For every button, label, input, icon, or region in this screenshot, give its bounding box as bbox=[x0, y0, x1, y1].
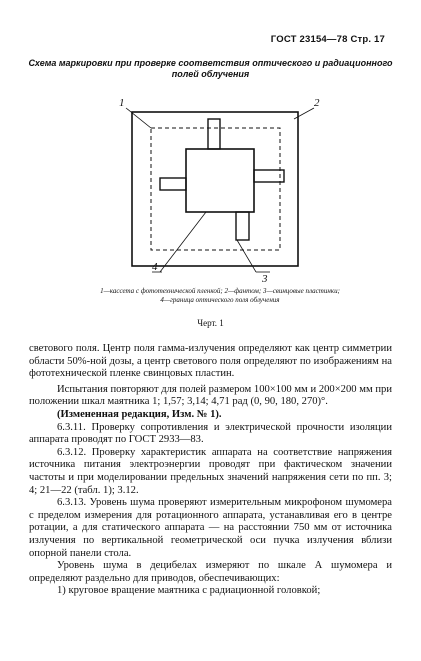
figure-caption: 1—кассета с фототехнической пленкой; 2—фантом; 3—свинцовые пластинки; 4—граница оптического поля облучения bbox=[100, 287, 340, 304]
scheme-title: Схема маркировки при проверке соответствия оптического и радиационного полей облучения bbox=[28, 58, 393, 79]
lead-plate-bottom bbox=[236, 212, 249, 240]
figure-name: Черт. 1 bbox=[197, 318, 224, 328]
list-item-1: 1) круговое вращение маятника с радиационной головкой; bbox=[57, 585, 321, 597]
marking-scheme-figure bbox=[0, 90, 421, 290]
figure-label-2: 2 bbox=[314, 97, 320, 109]
figure-label-4: 4 bbox=[152, 261, 158, 273]
lead-plate-left bbox=[160, 178, 186, 190]
paragraph-repeat-tests: Испытания повторяют для полей размером 100×100 мм и 200×200 мм при положении шкал маятника 1; 1,57; 3,14; 4,71 рад (0, 90, 180, 270)°. bbox=[29, 383, 392, 408]
optical-field-boundary bbox=[151, 128, 280, 250]
page-number: Стр. 17 bbox=[350, 34, 385, 45]
lead-plate-top bbox=[208, 119, 220, 149]
cassette-outline bbox=[132, 112, 298, 266]
phantom-square bbox=[186, 149, 254, 212]
standard-number: ГОСТ 23154—78 bbox=[270, 34, 348, 45]
paragraph-6-3-11: 6.3.11. Проверку сопротивления и электрической прочности изоляции аппарата проводят по ГОСТ 2933—83. bbox=[29, 421, 392, 446]
figure-label-1: 1 bbox=[119, 97, 125, 109]
figure-label-3: 3 bbox=[262, 273, 268, 285]
amendment-note: (Измененная редакция, Изм. № 1). bbox=[57, 408, 222, 420]
paragraph-noise-level: Уровень шума в децибелах измеряют по шкале А шумомера и определяют раздельно для приводов, обеспечивающих: bbox=[29, 560, 392, 584]
body-text bbox=[29, 343, 392, 598]
paragraph-6-3-12: 6.3.12. Проверку характеристик аппарата на соответствие напряжения источника питания электроэнергии проводят при фактическом значении частоты и при моделировании предельных значений напряжения сети по пп. 3; 4; 21—22 (табл. 1); 3.12. bbox=[29, 446, 392, 496]
page-header bbox=[271, 34, 385, 45]
paragraph-6-3-13: 6.3.13. Уровень шума проверяют измерительным микрофоном шумомера с пределом измерения для ротационного аппарата, устанавливая его в центре ротации, а для статического аппарата — на расстоянии 750 мм от источника излучения по вертикальной геометрической оси пучка излучения вблизи опорной панели стола. bbox=[29, 497, 392, 559]
paragraph-continuation: светового поля. Центр поля гамма-излучения определяют как центр симметрии области 50%-ной дозы, а центр светового поля определяют по изображениям на фототехнической пленке свинцовых пластин. bbox=[29, 343, 392, 380]
